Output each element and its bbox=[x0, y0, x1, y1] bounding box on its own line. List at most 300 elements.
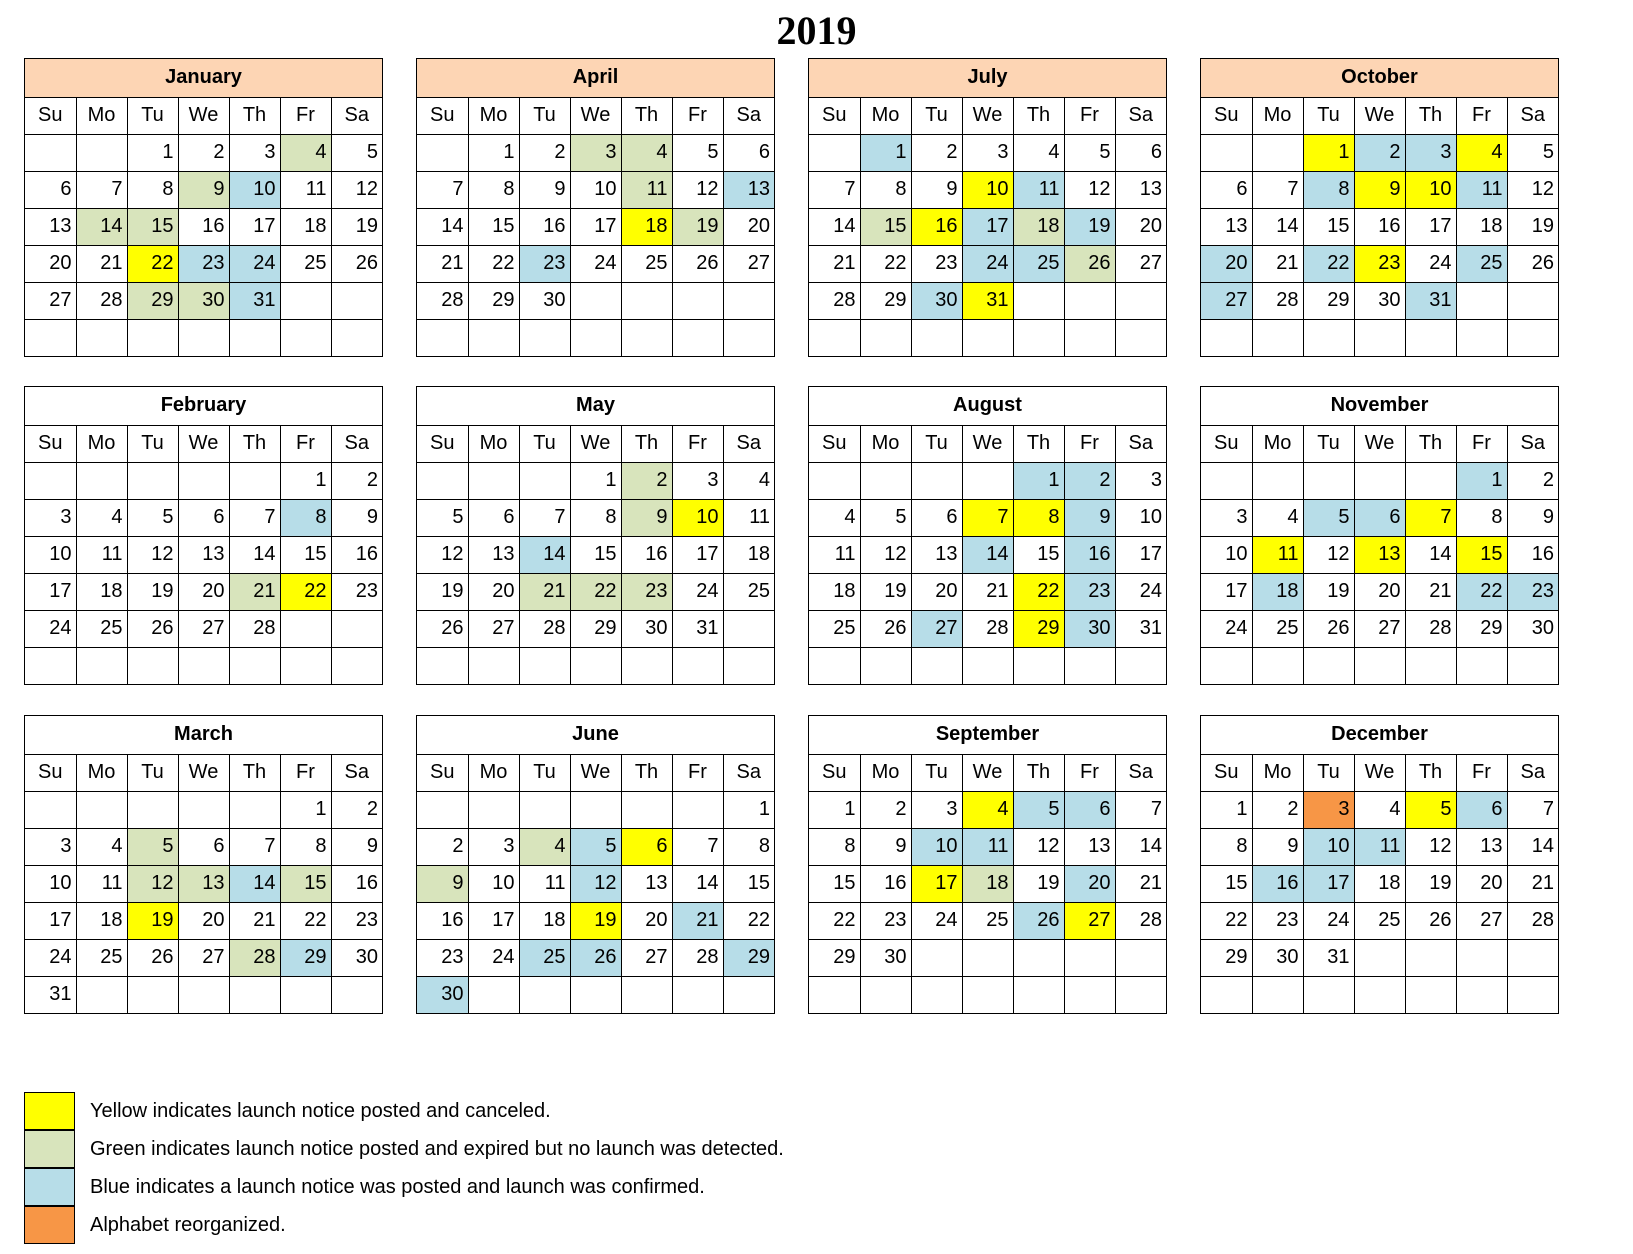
month-october bbox=[1200, 58, 1559, 357]
day-cell: 28 bbox=[229, 939, 280, 976]
day-cell: 22 bbox=[280, 573, 331, 610]
weekday-label: Mo bbox=[76, 425, 127, 462]
day-cell: 17 bbox=[468, 902, 519, 939]
empty-cell bbox=[570, 282, 621, 319]
empty-cell bbox=[672, 319, 723, 356]
day-cell: 17 bbox=[911, 865, 962, 902]
legend-swatch-blue bbox=[24, 1168, 75, 1206]
weekday-label: Th bbox=[621, 425, 672, 462]
weekday-label: Tu bbox=[127, 97, 178, 134]
day-cell: 25 bbox=[1013, 245, 1064, 282]
empty-cell bbox=[962, 976, 1013, 1013]
month-name: June bbox=[417, 716, 774, 754]
day-cell: 27 bbox=[178, 939, 229, 976]
empty-cell bbox=[723, 610, 774, 647]
day-cell: 19 bbox=[1064, 208, 1115, 245]
day-cell: 5 bbox=[1405, 791, 1456, 828]
day-cell: 15 bbox=[1013, 536, 1064, 573]
day-cell: 3 bbox=[25, 828, 76, 865]
day-cell: 29 bbox=[1303, 282, 1354, 319]
empty-cell bbox=[417, 134, 468, 171]
weekday-label: Th bbox=[1013, 754, 1064, 791]
day-cell: 11 bbox=[962, 828, 1013, 865]
day-cell: 23 bbox=[621, 573, 672, 610]
day-cell: 23 bbox=[331, 902, 382, 939]
month-february bbox=[24, 386, 383, 685]
day-cell: 14 bbox=[76, 208, 127, 245]
day-cell: 23 bbox=[1252, 902, 1303, 939]
day-cell: 7 bbox=[519, 499, 570, 536]
day-cell: 29 bbox=[1456, 610, 1507, 647]
day-cell: 11 bbox=[1354, 828, 1405, 865]
day-cell: 15 bbox=[1201, 865, 1252, 902]
day-cell: 12 bbox=[1507, 171, 1558, 208]
weekday-label: Fr bbox=[672, 97, 723, 134]
empty-cell bbox=[570, 647, 621, 684]
day-cell: 13 bbox=[468, 536, 519, 573]
day-cell: 4 bbox=[76, 828, 127, 865]
day-cell: 30 bbox=[1354, 282, 1405, 319]
day-cell: 26 bbox=[1013, 902, 1064, 939]
day-cell: 3 bbox=[1405, 134, 1456, 171]
day-cell: 8 bbox=[860, 171, 911, 208]
day-cell: 11 bbox=[76, 536, 127, 573]
day-cell: 15 bbox=[723, 865, 774, 902]
day-cell: 1 bbox=[1013, 462, 1064, 499]
day-cell: 13 bbox=[1064, 828, 1115, 865]
day-cell: 2 bbox=[1507, 462, 1558, 499]
day-cell: 21 bbox=[417, 245, 468, 282]
weekday-label: We bbox=[1354, 97, 1405, 134]
day-cell: 18 bbox=[962, 865, 1013, 902]
day-cell: 18 bbox=[723, 536, 774, 573]
weekday-label: We bbox=[962, 97, 1013, 134]
empty-cell bbox=[1201, 976, 1252, 1013]
day-cell: 25 bbox=[723, 573, 774, 610]
empty-cell bbox=[280, 976, 331, 1013]
day-cell: 12 bbox=[1064, 171, 1115, 208]
empty-cell bbox=[1405, 462, 1456, 499]
empty-cell bbox=[331, 647, 382, 684]
month-august bbox=[808, 386, 1167, 685]
day-cell: 15 bbox=[1456, 536, 1507, 573]
empty-cell bbox=[1064, 282, 1115, 319]
day-cell: 24 bbox=[962, 245, 1013, 282]
day-cell: 20 bbox=[621, 902, 672, 939]
empty-cell bbox=[76, 976, 127, 1013]
day-cell: 8 bbox=[1303, 171, 1354, 208]
day-cell: 27 bbox=[621, 939, 672, 976]
day-cell: 16 bbox=[911, 208, 962, 245]
empty-cell bbox=[1303, 976, 1354, 1013]
day-cell: 2 bbox=[621, 462, 672, 499]
weekday-label: Fr bbox=[1456, 754, 1507, 791]
empty-cell bbox=[1405, 976, 1456, 1013]
day-cell: 10 bbox=[25, 865, 76, 902]
empty-cell bbox=[331, 282, 382, 319]
day-cell: 29 bbox=[723, 939, 774, 976]
day-cell: 8 bbox=[280, 828, 331, 865]
empty-cell bbox=[621, 282, 672, 319]
empty-cell bbox=[280, 647, 331, 684]
weekday-label: Su bbox=[25, 97, 76, 134]
day-cell: 17 bbox=[229, 208, 280, 245]
day-cell: 21 bbox=[962, 573, 1013, 610]
empty-cell bbox=[809, 976, 860, 1013]
day-cell: 24 bbox=[25, 939, 76, 976]
day-cell: 20 bbox=[25, 245, 76, 282]
weekday-label: Fr bbox=[672, 754, 723, 791]
weekday-label: Sa bbox=[331, 97, 382, 134]
day-cell: 19 bbox=[860, 573, 911, 610]
day-cell: 5 bbox=[1303, 499, 1354, 536]
day-cell: 27 bbox=[1064, 902, 1115, 939]
day-cell: 14 bbox=[229, 536, 280, 573]
day-cell: 5 bbox=[672, 134, 723, 171]
empty-cell bbox=[860, 462, 911, 499]
day-cell: 1 bbox=[809, 791, 860, 828]
weekday-label: Su bbox=[809, 754, 860, 791]
day-cell: 25 bbox=[1354, 902, 1405, 939]
empty-cell bbox=[911, 462, 962, 499]
weekday-label: Th bbox=[621, 754, 672, 791]
day-cell: 20 bbox=[1064, 865, 1115, 902]
day-cell: 9 bbox=[621, 499, 672, 536]
empty-cell bbox=[570, 791, 621, 828]
empty-cell bbox=[1405, 647, 1456, 684]
day-cell: 3 bbox=[1201, 499, 1252, 536]
day-cell: 17 bbox=[1201, 573, 1252, 610]
day-cell: 9 bbox=[331, 828, 382, 865]
day-cell: 10 bbox=[1405, 171, 1456, 208]
day-cell: 8 bbox=[723, 828, 774, 865]
day-cell: 1 bbox=[860, 134, 911, 171]
empty-cell bbox=[280, 610, 331, 647]
weekday-label: Tu bbox=[1303, 754, 1354, 791]
day-cell: 3 bbox=[911, 791, 962, 828]
empty-cell bbox=[25, 647, 76, 684]
day-cell: 3 bbox=[25, 499, 76, 536]
day-cell: 25 bbox=[621, 245, 672, 282]
weekday-label: Th bbox=[229, 754, 280, 791]
empty-cell bbox=[1013, 939, 1064, 976]
empty-cell bbox=[127, 791, 178, 828]
empty-cell bbox=[621, 791, 672, 828]
weekday-label: Fr bbox=[672, 425, 723, 462]
day-cell: 7 bbox=[1405, 499, 1456, 536]
empty-cell bbox=[331, 610, 382, 647]
day-cell: 23 bbox=[1354, 245, 1405, 282]
day-cell: 18 bbox=[1354, 865, 1405, 902]
day-cell: 5 bbox=[1507, 134, 1558, 171]
day-cell: 9 bbox=[1064, 499, 1115, 536]
day-cell: 6 bbox=[1354, 499, 1405, 536]
empty-cell bbox=[1303, 319, 1354, 356]
empty-cell bbox=[860, 647, 911, 684]
month-name: August bbox=[809, 387, 1166, 425]
weekday-label: Su bbox=[1201, 425, 1252, 462]
day-cell: 27 bbox=[911, 610, 962, 647]
empty-cell bbox=[1354, 976, 1405, 1013]
day-cell: 11 bbox=[1456, 171, 1507, 208]
day-cell: 24 bbox=[672, 573, 723, 610]
day-cell: 26 bbox=[1405, 902, 1456, 939]
empty-cell bbox=[468, 647, 519, 684]
weekday-label: We bbox=[178, 425, 229, 462]
day-cell: 6 bbox=[723, 134, 774, 171]
empty-cell bbox=[127, 319, 178, 356]
day-cell: 27 bbox=[178, 610, 229, 647]
empty-cell bbox=[1456, 647, 1507, 684]
empty-cell bbox=[417, 462, 468, 499]
day-cell: 14 bbox=[809, 208, 860, 245]
day-cell: 7 bbox=[809, 171, 860, 208]
day-cell: 6 bbox=[1064, 791, 1115, 828]
day-cell: 24 bbox=[1303, 902, 1354, 939]
empty-cell bbox=[1013, 976, 1064, 1013]
empty-cell bbox=[621, 976, 672, 1013]
weekday-label: Sa bbox=[1507, 754, 1558, 791]
empty-cell bbox=[76, 319, 127, 356]
empty-cell bbox=[962, 462, 1013, 499]
weekday-label: We bbox=[178, 754, 229, 791]
empty-cell bbox=[1115, 976, 1166, 1013]
month-march bbox=[24, 715, 383, 1014]
day-cell: 12 bbox=[860, 536, 911, 573]
day-cell: 12 bbox=[417, 536, 468, 573]
weekday-label: Su bbox=[417, 97, 468, 134]
day-cell: 6 bbox=[621, 828, 672, 865]
weekday-label: Fr bbox=[280, 425, 331, 462]
day-cell: 25 bbox=[76, 610, 127, 647]
day-cell: 22 bbox=[1456, 573, 1507, 610]
day-cell: 29 bbox=[1201, 939, 1252, 976]
day-cell: 9 bbox=[331, 499, 382, 536]
weekday-label: Fr bbox=[1064, 754, 1115, 791]
day-cell: 28 bbox=[1507, 902, 1558, 939]
legend-swatch-yellow bbox=[24, 1092, 75, 1130]
day-cell: 23 bbox=[331, 573, 382, 610]
empty-cell bbox=[1507, 939, 1558, 976]
empty-cell bbox=[76, 791, 127, 828]
day-cell: 13 bbox=[621, 865, 672, 902]
day-cell: 25 bbox=[519, 939, 570, 976]
day-cell: 22 bbox=[570, 573, 621, 610]
day-cell: 8 bbox=[468, 171, 519, 208]
day-cell: 3 bbox=[672, 462, 723, 499]
day-cell: 15 bbox=[280, 536, 331, 573]
weekday-label: Mo bbox=[468, 754, 519, 791]
day-cell: 12 bbox=[1013, 828, 1064, 865]
weekday-label: We bbox=[1354, 425, 1405, 462]
empty-cell bbox=[1507, 976, 1558, 1013]
day-cell: 30 bbox=[911, 282, 962, 319]
day-cell: 13 bbox=[1201, 208, 1252, 245]
day-cell: 15 bbox=[809, 865, 860, 902]
legend-swatch-orange bbox=[24, 1206, 75, 1244]
weekday-label: Th bbox=[1013, 97, 1064, 134]
empty-cell bbox=[229, 647, 280, 684]
day-cell: 9 bbox=[860, 828, 911, 865]
empty-cell bbox=[1064, 319, 1115, 356]
day-cell: 24 bbox=[1115, 573, 1166, 610]
day-cell: 28 bbox=[962, 610, 1013, 647]
day-cell: 2 bbox=[1354, 134, 1405, 171]
day-cell: 21 bbox=[1405, 573, 1456, 610]
empty-cell bbox=[1405, 319, 1456, 356]
weekday-label: Sa bbox=[1115, 754, 1166, 791]
day-cell: 11 bbox=[809, 536, 860, 573]
empty-cell bbox=[127, 976, 178, 1013]
day-cell: 31 bbox=[25, 976, 76, 1013]
day-cell: 10 bbox=[570, 171, 621, 208]
month-name: May bbox=[417, 387, 774, 425]
weekday-label: Su bbox=[1201, 97, 1252, 134]
empty-cell bbox=[519, 647, 570, 684]
weekday-label: Mo bbox=[860, 754, 911, 791]
day-cell: 22 bbox=[1201, 902, 1252, 939]
day-cell: 26 bbox=[127, 939, 178, 976]
empty-cell bbox=[672, 647, 723, 684]
weekday-label: Sa bbox=[1507, 97, 1558, 134]
empty-cell bbox=[911, 647, 962, 684]
day-cell: 8 bbox=[1013, 499, 1064, 536]
month-name: January bbox=[25, 59, 382, 97]
day-cell: 2 bbox=[860, 791, 911, 828]
day-cell: 26 bbox=[570, 939, 621, 976]
day-cell: 12 bbox=[127, 865, 178, 902]
day-cell: 29 bbox=[127, 282, 178, 319]
day-cell: 5 bbox=[1064, 134, 1115, 171]
weekday-label: Tu bbox=[1303, 97, 1354, 134]
day-cell: 18 bbox=[621, 208, 672, 245]
day-cell: 22 bbox=[127, 245, 178, 282]
day-cell: 3 bbox=[1303, 791, 1354, 828]
day-cell: 19 bbox=[1507, 208, 1558, 245]
day-cell: 28 bbox=[1115, 902, 1166, 939]
day-cell: 2 bbox=[911, 134, 962, 171]
day-cell: 28 bbox=[519, 610, 570, 647]
empty-cell bbox=[962, 319, 1013, 356]
weekday-label: Tu bbox=[911, 754, 962, 791]
day-cell: 19 bbox=[1405, 865, 1456, 902]
empty-cell bbox=[672, 791, 723, 828]
empty-cell bbox=[1064, 976, 1115, 1013]
weekday-label: Tu bbox=[519, 97, 570, 134]
day-cell: 4 bbox=[1252, 499, 1303, 536]
day-cell: 21 bbox=[76, 245, 127, 282]
day-cell: 21 bbox=[519, 573, 570, 610]
weekday-label: Sa bbox=[1115, 97, 1166, 134]
empty-cell bbox=[911, 319, 962, 356]
day-cell: 14 bbox=[962, 536, 1013, 573]
day-cell: 18 bbox=[519, 902, 570, 939]
empty-cell bbox=[723, 319, 774, 356]
empty-cell bbox=[178, 319, 229, 356]
day-cell: 29 bbox=[468, 282, 519, 319]
day-cell: 6 bbox=[25, 171, 76, 208]
month-name: April bbox=[417, 59, 774, 97]
empty-cell bbox=[1013, 647, 1064, 684]
day-cell: 7 bbox=[1507, 791, 1558, 828]
day-cell: 17 bbox=[1405, 208, 1456, 245]
weekday-label: Mo bbox=[1252, 97, 1303, 134]
day-cell: 17 bbox=[570, 208, 621, 245]
day-cell: 2 bbox=[519, 134, 570, 171]
empty-cell bbox=[672, 282, 723, 319]
day-cell: 19 bbox=[672, 208, 723, 245]
day-cell: 31 bbox=[1115, 610, 1166, 647]
day-cell: 9 bbox=[1354, 171, 1405, 208]
empty-cell bbox=[1252, 976, 1303, 1013]
empty-cell bbox=[178, 976, 229, 1013]
empty-cell bbox=[1405, 939, 1456, 976]
empty-cell bbox=[229, 791, 280, 828]
day-cell: 23 bbox=[911, 245, 962, 282]
day-cell: 28 bbox=[1405, 610, 1456, 647]
empty-cell bbox=[25, 319, 76, 356]
empty-cell bbox=[723, 647, 774, 684]
empty-cell bbox=[962, 939, 1013, 976]
weekday-label: We bbox=[962, 425, 1013, 462]
month-april bbox=[416, 58, 775, 357]
day-cell: 13 bbox=[178, 536, 229, 573]
day-cell: 21 bbox=[1115, 865, 1166, 902]
empty-cell bbox=[1456, 939, 1507, 976]
day-cell: 29 bbox=[280, 939, 331, 976]
day-cell: 30 bbox=[1507, 610, 1558, 647]
weekday-label: Mo bbox=[1252, 425, 1303, 462]
day-cell: 1 bbox=[1303, 134, 1354, 171]
day-cell: 16 bbox=[1252, 865, 1303, 902]
day-cell: 13 bbox=[911, 536, 962, 573]
day-cell: 14 bbox=[519, 536, 570, 573]
weekday-label: We bbox=[570, 754, 621, 791]
day-cell: 5 bbox=[127, 828, 178, 865]
empty-cell bbox=[723, 976, 774, 1013]
day-cell: 20 bbox=[1456, 865, 1507, 902]
empty-cell bbox=[1201, 647, 1252, 684]
month-september bbox=[808, 715, 1167, 1014]
day-cell: 11 bbox=[1013, 171, 1064, 208]
day-cell: 28 bbox=[76, 282, 127, 319]
day-cell: 31 bbox=[1405, 282, 1456, 319]
day-cell: 20 bbox=[468, 573, 519, 610]
weekday-label: Tu bbox=[1303, 425, 1354, 462]
day-cell: 5 bbox=[417, 499, 468, 536]
empty-cell bbox=[1507, 282, 1558, 319]
weekday-label: Su bbox=[1201, 754, 1252, 791]
day-cell: 14 bbox=[1115, 828, 1166, 865]
day-cell: 6 bbox=[1115, 134, 1166, 171]
day-cell: 7 bbox=[229, 828, 280, 865]
day-cell: 13 bbox=[1456, 828, 1507, 865]
empty-cell bbox=[860, 319, 911, 356]
empty-cell bbox=[1456, 282, 1507, 319]
day-cell: 4 bbox=[621, 134, 672, 171]
day-cell: 10 bbox=[962, 171, 1013, 208]
month-november bbox=[1200, 386, 1559, 685]
weekday-label: Mo bbox=[860, 425, 911, 462]
empty-cell bbox=[1354, 647, 1405, 684]
day-cell: 7 bbox=[962, 499, 1013, 536]
day-cell: 21 bbox=[229, 573, 280, 610]
day-cell: 28 bbox=[1252, 282, 1303, 319]
empty-cell bbox=[1507, 319, 1558, 356]
day-cell: 23 bbox=[1507, 573, 1558, 610]
day-cell: 30 bbox=[417, 976, 468, 1013]
day-cell: 20 bbox=[178, 902, 229, 939]
